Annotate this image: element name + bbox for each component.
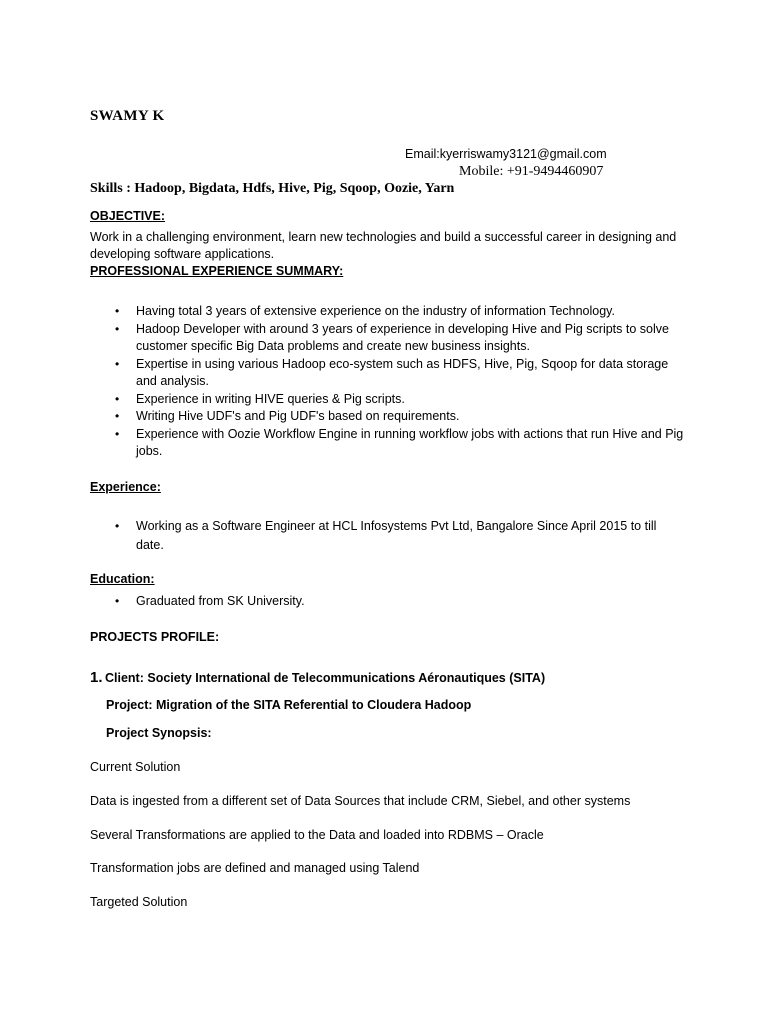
synopsis-line-1: Data is ingested from a different set of Data Sources that include CRM, Siebel, and other systems	[90, 794, 631, 808]
project-title: Project: Migration of the SITA Referential to Cloudera Hadoop	[106, 698, 472, 712]
objective-text: Work in a challenging environment, learn new technologies and build a successful career in designing and developing software applications.	[90, 230, 677, 261]
list-item: • Experience with Oozie Workflow Engine in running workflow jobs with actions that run Hive and Pig jobs.	[115, 426, 684, 458]
mobile-line: Mobile: +91-9494460907	[459, 164, 604, 179]
education-list	[115, 593, 675, 611]
bullet-icon: •	[115, 391, 120, 406]
list-item: • Hadoop Developer with around 3 years of experience in developing Hive and Pig scripts to solve customer specific Big Data problems and create new business insights.	[115, 321, 669, 353]
projects-heading: PROJECTS PROFILE:	[90, 630, 220, 644]
current-solution-label: Current Solution	[90, 760, 181, 774]
list-item: • Expertise in using various Hadoop eco-system such as HDFS, Hive, Pig, Sqoop for data storage and analysis.	[115, 356, 669, 388]
bullet-icon: •	[115, 426, 120, 441]
project-client: Client: Society International de Telecommunications Aéronautiques (SITA)	[105, 671, 546, 685]
bullet-icon: •	[115, 304, 120, 318]
bullet-icon: •	[115, 519, 120, 533]
project-synopsis-label: Project Synopsis:	[106, 726, 212, 740]
synopsis-line-2: Several Transformations are applied to the Data and loaded into RDBMS – Oracle	[90, 828, 544, 842]
bullet-icon: •	[115, 356, 120, 371]
project-number: 1.	[90, 669, 103, 686]
email-line: Email:kyerriswamy3121@gmail.com	[405, 147, 607, 161]
summary-list	[115, 303, 690, 461]
bullet-icon: •	[115, 409, 120, 423]
skills-line: Skills : Hadoop, Bigdata, Hdfs, Hive, Pig, Sqoop, Oozie, Yarn	[90, 181, 455, 196]
experience-list	[115, 517, 675, 554]
targeted-solution-label: Targeted Solution	[90, 895, 188, 909]
summary-heading: PROFESSIONAL EXPERIENCE SUMMARY:	[90, 264, 344, 278]
synopsis-line-3: Transformation jobs are defined and managed using Talend	[90, 861, 420, 875]
objective-heading: OBJECTIVE:	[90, 209, 166, 223]
education-heading: Education:	[90, 572, 155, 586]
bullet-icon: •	[115, 321, 120, 336]
list-item: • Having total 3 years of extensive experience on the industry of information Technology.	[115, 303, 690, 321]
list-item: • Working as a Software Engineer at HCL Infosystems Pvt Ltd, Bangalore Since April 2015 to till date.	[115, 519, 657, 552]
list-item: • Writing Hive UDF's and Pig UDF's based on requirements.	[115, 408, 690, 426]
list-item: • Experience in writing HIVE queries & Pig scripts.	[115, 391, 690, 409]
bullet-icon: •	[115, 594, 120, 608]
experience-heading: Experience:	[90, 480, 161, 494]
candidate-name: SWAMY K	[90, 108, 165, 124]
list-item: • Graduated from SK University.	[115, 593, 675, 611]
